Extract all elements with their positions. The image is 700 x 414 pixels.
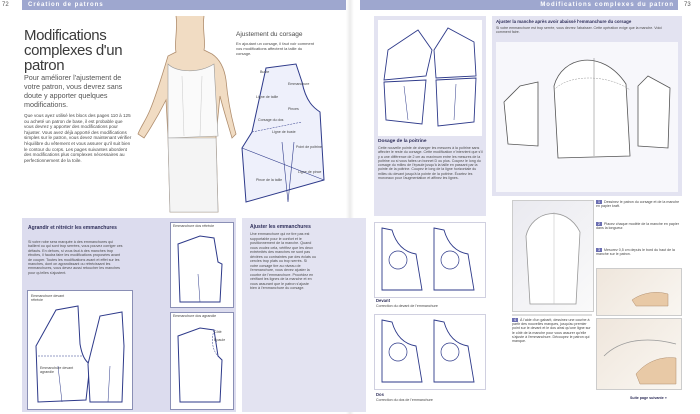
corsage-label-7: Point de poitrine — [296, 145, 322, 149]
ajuster-title: Ajuster les emmanchures — [250, 224, 311, 230]
ajuster-front-diagram — [378, 226, 480, 292]
agrandir-label-5: Côté — [214, 330, 222, 334]
corsage-pattern-diagram — [236, 62, 336, 212]
header-section-right: Modifications complexes du patron — [540, 2, 674, 8]
corsage-label-4: Pinces — [288, 107, 299, 111]
final-caption: À l'aide d'un gabarit, dessinez une courbe à partir des nouvelles marques, jusqu'au premier point sur le devant et le dos ainsi qu'une ligne sur le côté de la manche pour vous assurer qu'elle s'ajuste à l'emmanchure. Découpez le patron qui manque. — [512, 318, 591, 344]
intro-title: Modifications complexes d'un patron — [24, 27, 123, 74]
agrandir-front-diagram — [30, 306, 128, 404]
ajuster-cap1-text: Correction du devant de l'emmanchure — [376, 304, 438, 308]
poitrine-pattern-diagram — [378, 20, 482, 136]
dress-form-illustration — [136, 16, 236, 212]
corsage-label-9: Ligne de pince — [298, 170, 322, 174]
corsage-label-1: Buste — [260, 70, 270, 74]
corsage-title: Ajustement du corsage — [236, 31, 303, 38]
corsage-label-2: Emmanchure — [288, 82, 310, 86]
step2-number: 2 — [597, 221, 601, 226]
corsage-label-5: Corsage du dos — [258, 118, 284, 122]
manche-text: Si votre emmanchure est trop serrée, vous devrez l'abaisser. Cette opération exige que la manche. Voici comment faire. — [496, 26, 662, 35]
ajuster-text: Une emmanchure qui ne tire pas est supportable pour le confort et le positionnement de la manche. Quand vous voulez cela, vérifiez que les deux extrémités des manches ne sont pas déviées ou contraintes par des éclats ou cercles trop plats ou trop serrés. Si votre corsage tire au niveau de l'emmanchure, vous devez ajuster la courbe de l'emmanchure. Procédez en vérifiant les lignes de la manche et en vous assurant que le patron s'ajuste bien à l'emmanchure du corsage. — [250, 232, 317, 290]
ajuster-back-diagram — [378, 318, 480, 384]
header-bar-left — [22, 0, 346, 10]
step3-caption: Mesurez 0,5 cm depuis le bord du haut de la manche sur le patron. — [596, 248, 675, 257]
step3-hand-sketch — [630, 284, 670, 306]
page-number-right: 73 — [684, 2, 691, 8]
step1-text — [596, 200, 682, 208]
agrandir-label-4: Emmanchure devant agrandie — [40, 366, 74, 375]
step1-sleeve-sketch — [518, 206, 588, 306]
agrandir-text: Si votre robe sera marquée à des emmanchures qui baillent ou qui sont trop serrées, vous pouvez corriger ces défauts. En dehors, si vous faut à des manches trop étroites, il faudra faire les modifications proposées avant de couper. Toutes les modifications avant et effet sur les manches, dont on agrandissant ou rétrécissant les emmanchures, vous devez aussi retoucher les manches pour qu'elles s'ajustent. — [28, 240, 123, 275]
intro-lead: Pour améliorer l'ajustement de votre patron, vous devrez sans doute y apporter quelques modifications. — [24, 73, 123, 109]
ajuster-cap2-title: Dos — [376, 392, 384, 397]
suite-text: Suite page suivante — [630, 396, 664, 400]
poitrine-text: Cette nouvelle pointe de changer les mesures à la poitrine sans affecter le reste du corsage. Cette modification n'intervient que s'il y a une différence de 2 cm au maximum entre les mesures de la poitrine ou si vous faites un bonnet D ou plus. Coupez le long du corsage du milieu de l'épaule jusqu'à la taille en passant par la pointe de la poitrine. Coupez le long de la ligne horizontale du milieu du devant jusqu'à la pointe de la poitrine. Écartez les morceaux pour l'augmentation et affinez les lignes. — [378, 146, 483, 181]
suite-arrow-icon: » — [664, 396, 667, 400]
page-number-left: 72 — [2, 2, 9, 8]
step2-caption: Placez chaque modèle de la manche en papier dans la longueur. — [596, 222, 679, 231]
corsage-intro: En ajoutant un corsage, il faut voir comment vos modifications affectent la taille du corsage. — [236, 41, 315, 56]
poitrine-title: Dosage de la poitrine — [378, 139, 427, 144]
agrandir-label-6: Épaule — [214, 338, 226, 342]
corsage-label-3: Ligne de taille — [256, 95, 279, 99]
step3-text — [596, 248, 682, 256]
step2-text — [596, 222, 682, 230]
final-text — [512, 318, 592, 343]
intro-body: Que vous ayez utilisé les blocs des pages 110 à 125 ou acheté un patron de base, il est probable que vous devrez y apporter des modifications pour l'ajuster. Vous avez déjà apporté des modifications simples sur le patron, vous devez maintenant vérifier l'équilibre du vêtement et vous assurer qu'il suit bien le contour du corps. Les pages suivantes abordent des modifications plus complexes nécessaires au perfectionnement de la toile. — [24, 113, 132, 163]
agrandir-label-3: Emmanchure dos agrandie — [173, 314, 217, 318]
corsage-label-6: Ligne de buste — [272, 130, 296, 134]
step1-number: 1 — [597, 199, 601, 204]
agrandir-title: Agrandir et rétrécir les emmanchures — [28, 225, 117, 231]
ajuster-cap2-text: Correction du dos de l'emmanchure — [376, 398, 433, 402]
manche-title: Ajuster la manche après avoir abaissé l'emmanchure du corsage — [496, 19, 632, 24]
ajuster-cap1-title: Devant — [376, 298, 390, 303]
agrandir-label-2: Emmanchure dos rétrécie — [173, 224, 215, 228]
manche-pattern-diagram — [498, 46, 676, 190]
header-bar-right — [360, 0, 678, 10]
step1-caption: Dessinez le patron du corsage et de la manche en papier kraft. — [596, 200, 680, 209]
final-hand-sketch — [600, 326, 678, 384]
header-section-left: Création de patrons — [28, 2, 104, 8]
corsage-label-8: Pince de la taille — [256, 178, 283, 182]
step3-number: 3 — [597, 247, 601, 252]
suite-link[interactable] — [630, 396, 667, 400]
step4-number: 4 — [513, 317, 517, 322]
agrandir-back-diagram — [174, 234, 228, 304]
final-photo-left — [512, 314, 592, 316]
agrandir-label-1: Emmanchure devant rétrécie — [31, 294, 65, 303]
